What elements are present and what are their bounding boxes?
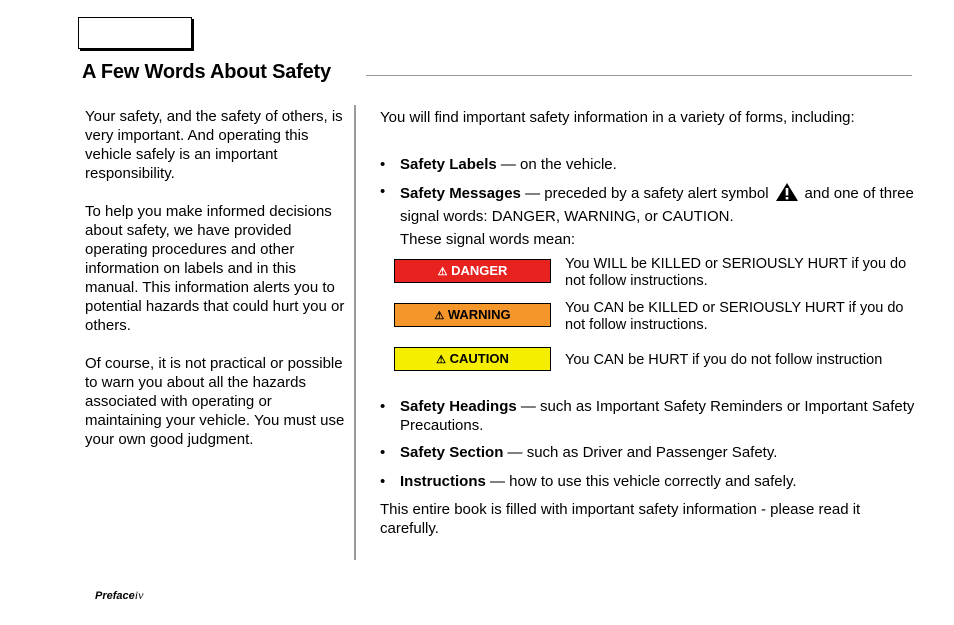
bullet-safety-labels [380, 155, 930, 174]
bullet-heading: Safety Messages [400, 185, 521, 202]
page-footer [95, 588, 143, 603]
caution-meaning: You CAN be HURT if you do not follow instruction [565, 352, 883, 368]
footer-section: Preface [95, 590, 135, 602]
bullet-heading: Instructions [400, 473, 486, 490]
bullet-text: — on the vehicle. [496, 156, 617, 173]
danger-meaning: You WILL be KILLED or SERIOUSLY HURT if you do not follow instructions. [565, 256, 907, 289]
warning-triangle-icon [775, 182, 799, 207]
bullet-dot: • [380, 398, 386, 415]
right-column [380, 108, 910, 127]
left-paragraph-3: Of course, it is not practical or possible to warn you about all the hazards associated with operating or maintaining your vehicle. You must use your own good judgment. [85, 355, 345, 448]
caution-label [394, 347, 551, 371]
footer-page-number: iv [134, 588, 144, 602]
alert-triangle-icon: ⚠ [434, 310, 445, 322]
bullet-dot: • [380, 183, 386, 200]
bullet-safety-headings [380, 397, 920, 435]
bullet-heading: Safety Labels [400, 156, 497, 173]
bullet-dot: • [380, 156, 386, 173]
signal-words-intro: These signal words mean: [400, 231, 576, 248]
left-paragraph-1: Your safety, and the safety of others, is very important. And operating this vehicle safely is an important responsibility. [85, 108, 343, 182]
alert-triangle-icon: ⚠ [437, 266, 448, 278]
bullet-text: — how to use this vehicle correctly and safely. [485, 473, 797, 490]
bullet-text-continued: and one of three signal words: DANGER, WARNING, or CAUTION. [400, 185, 914, 225]
left-column [85, 107, 347, 468]
bullet-text: — such as Important Safety Reminders or Important Safety Precautions. [400, 398, 915, 434]
warning-meaning: You CAN be KILLED or SERIOUSLY HURT if you do not follow instructions. [565, 300, 904, 333]
bullet-safety-section [380, 443, 920, 462]
intro-text: You will find important safety information in a variety of forms, including: [380, 109, 855, 126]
bullet-safety-messages [380, 182, 930, 226]
column-divider [354, 105, 356, 560]
caution-label-text: CAUTION [449, 351, 509, 366]
alert-triangle-icon: ⚠ [436, 354, 447, 366]
closing-text: This entire book is filled with important safety information - please read it carefully. [380, 501, 861, 537]
danger-label [394, 259, 551, 283]
bullet-text: — preceded by a safety alert symbol [520, 185, 769, 202]
warning-label-text: WARNING [447, 307, 511, 322]
bullet-instructions [380, 472, 920, 491]
header-tab-box [78, 17, 192, 49]
page-title: A Few Words About Safety [82, 61, 331, 83]
bullet-heading: Safety Headings [400, 398, 517, 415]
bullet-heading: Safety Section [400, 444, 504, 461]
title-rule [366, 75, 912, 76]
bullet-dot: • [380, 473, 386, 490]
danger-label-text: DANGER [451, 263, 508, 278]
left-paragraph-2: To help you make informed decisions about safety, we have provided operating procedures and other information on labels and in this manual. This information alerts you to potential hazards that could hurt you or others. [85, 203, 345, 334]
bullet-text: — such as Driver and Passenger Safety. [503, 444, 778, 461]
warning-label [394, 303, 551, 327]
bullet-dot: • [380, 444, 386, 461]
